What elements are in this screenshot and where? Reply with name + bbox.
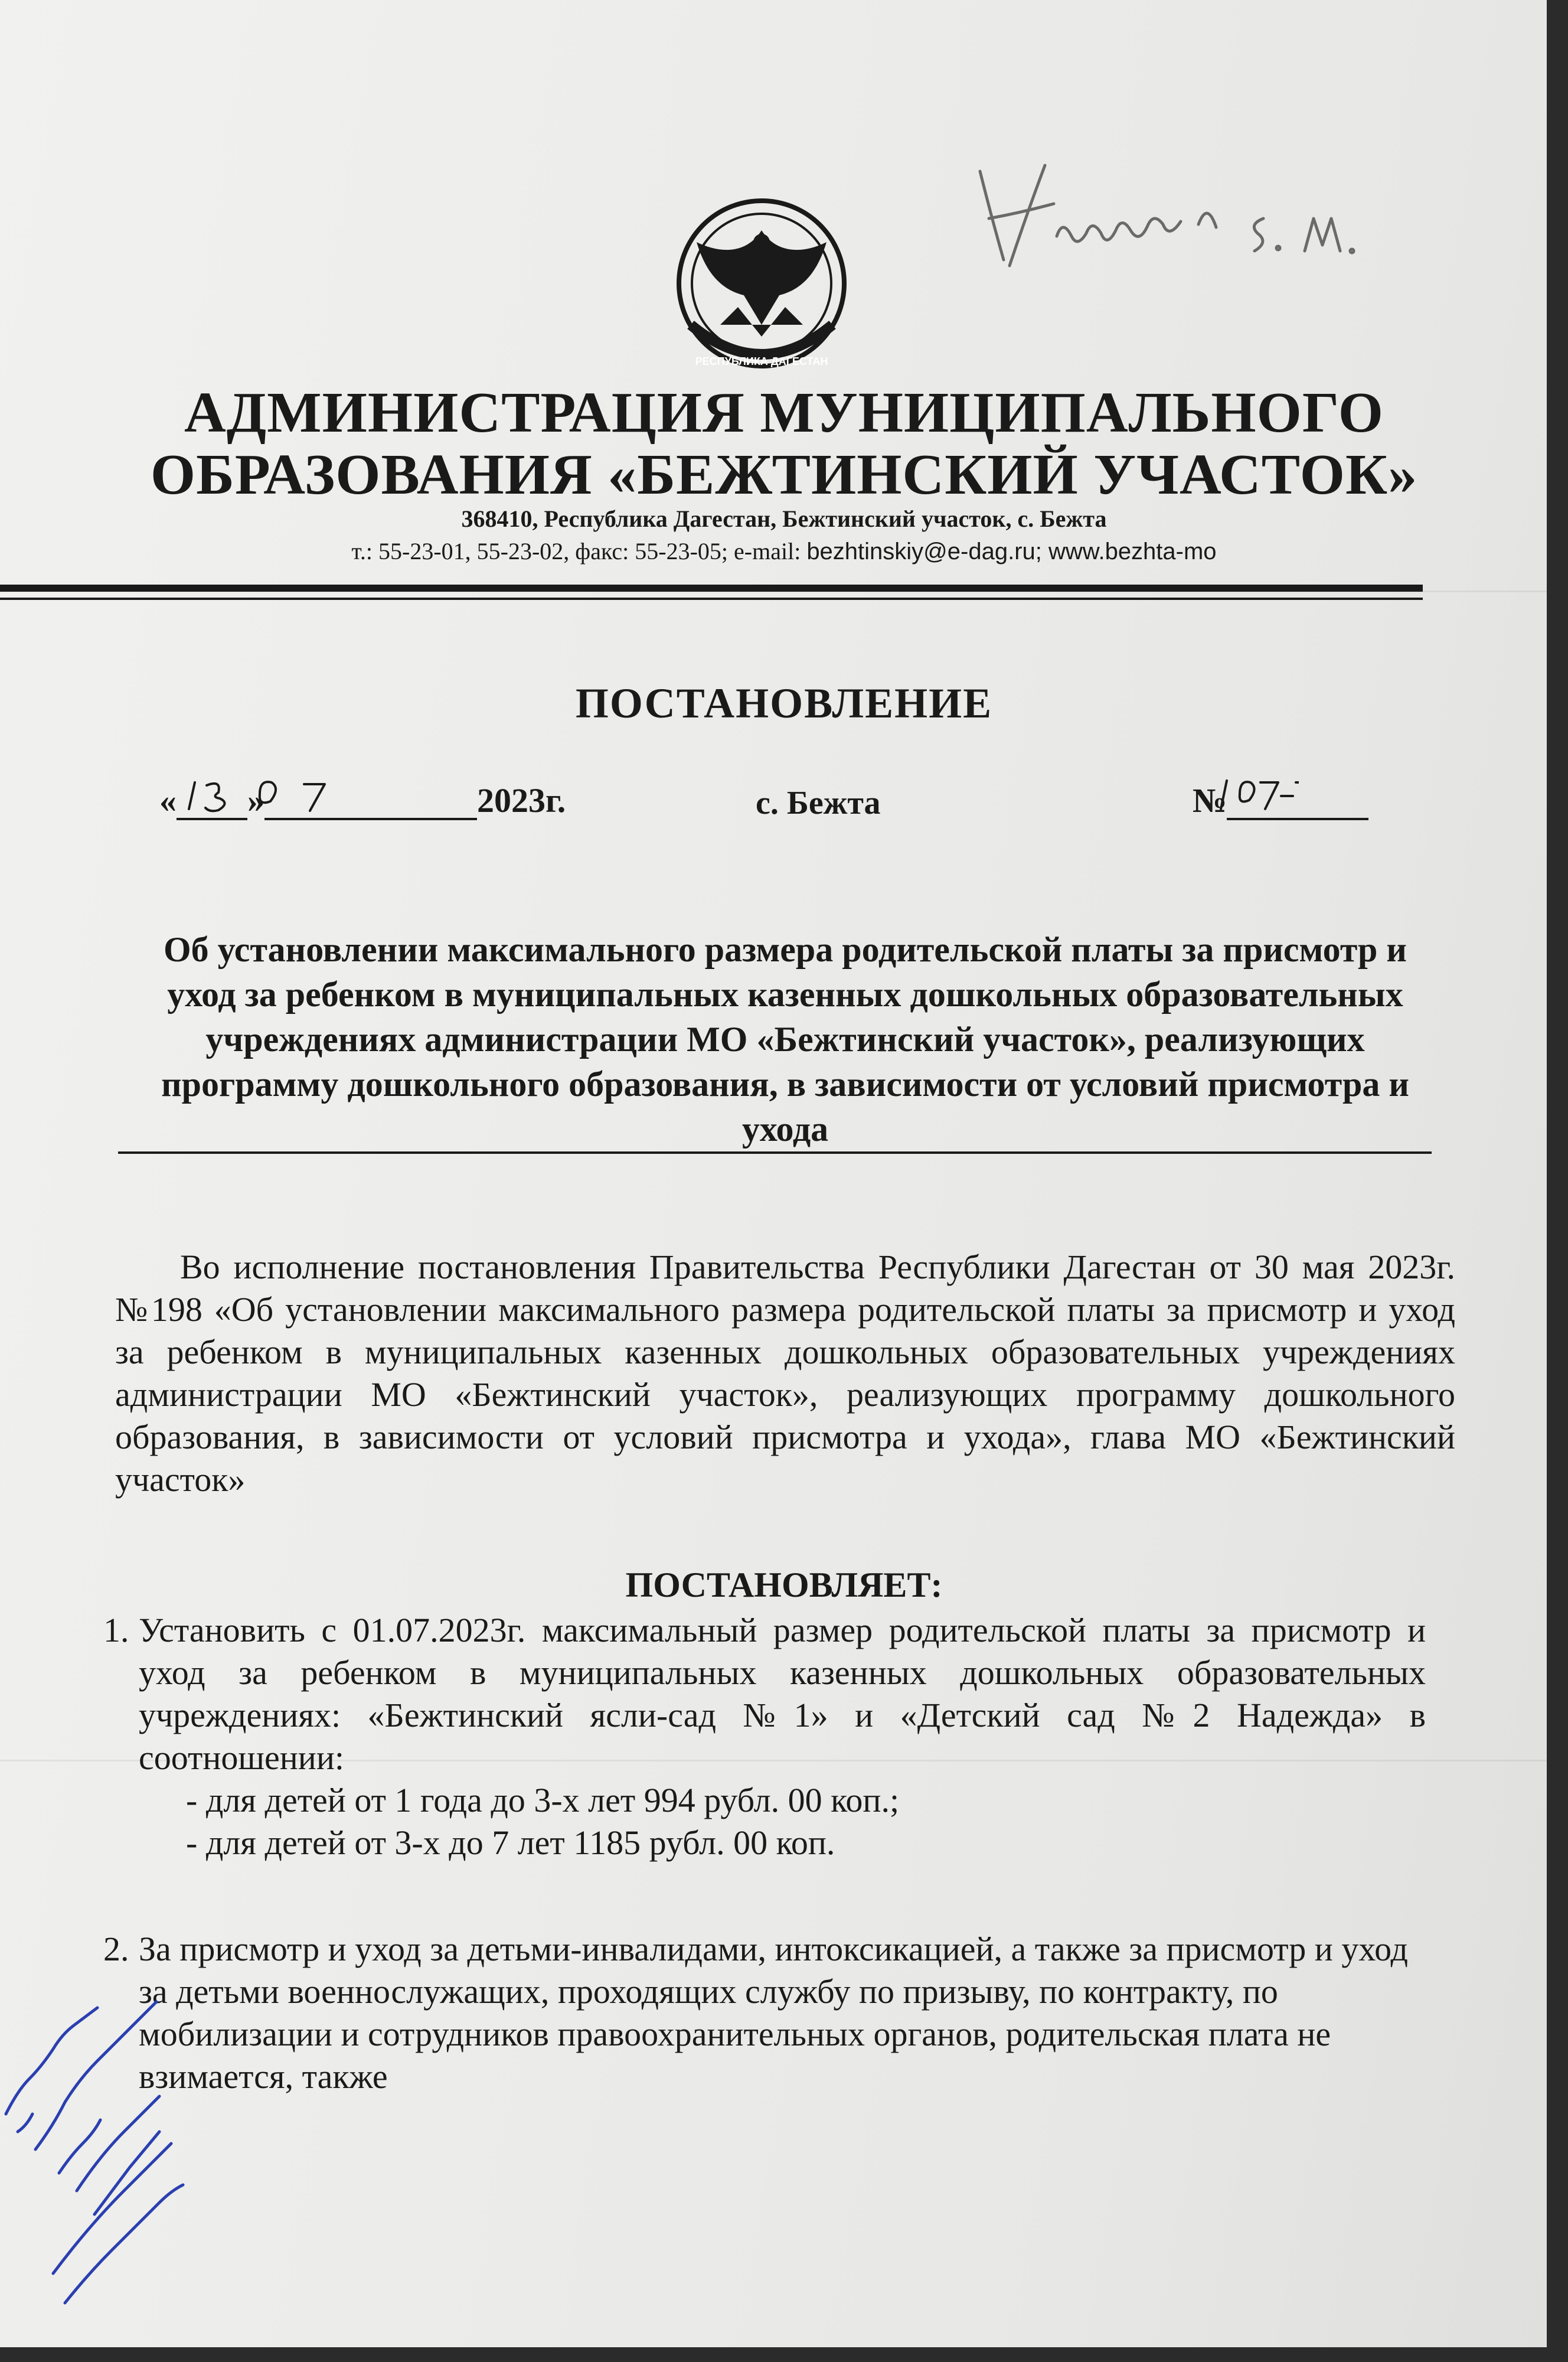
resolve-heading: ПОСТАНОВЛЯЕТ: (625, 1565, 943, 1604)
document-date: « » 2023г. (159, 781, 566, 820)
emblem-text-left: РЕСПУБЛИКА (695, 355, 768, 367)
svg-text:РЕСПУБЛИКА ДАГЕСТАН (695, 355, 828, 367)
list-item-number: 2. (103, 1930, 129, 1968)
contacts-phones: т.: 55-23-01, 55-23-02, факс: 55-23-05; e-mail: (351, 538, 801, 565)
list-item-text: Установить с 01.07.2023г. максимальный размер родительской платы за присмотр и уход за ребенком в муниципальных казенных дошкольных образовательных учреждениях: «Бежтинский ясли-сад №1» и «Детский сад №2 Надежда» в соотношении: (139, 1611, 1426, 1777)
list-item (103, 1928, 1426, 2098)
handwritten-receipt-note (0, 1996, 272, 2347)
rate-line-3-7-years: - для детей от 3-х до 7 лет 1185 рубл. 00 коп. (186, 1823, 835, 1862)
contacts-web: bezhtinskiy@e-dag.ru; www.bezhta-mo (806, 539, 1217, 565)
document-number: № (1193, 781, 1368, 820)
emblem-text-right: ДАГЕСТАН (770, 355, 828, 367)
preamble-paragraph: Во исполнение постановления Правительства Республики Дагестан от 30 мая 2023г. №198 «Об установлении максимального размера родительской платы за присмотр и уход за ребенком в муниципальных казенных дошкольных образовательных учреждениях администрации МО «Бежтинский участок», реализующих программу дошкольного образования, в зависимости от условий присмотра и ухода», глава МО «Бежтинский участок» (115, 1248, 1455, 1499)
header-rule-thin (0, 598, 1423, 600)
dagestan-emblem-icon (649, 189, 874, 384)
handwritten-date-and-number (177, 774, 1299, 821)
org-contacts (0, 537, 1547, 565)
org-name-line2: ОБРАЗОВАНИЯ «БЕЖТИНСКИЙ УЧАСТОК» (150, 443, 1418, 507)
list-item (103, 1609, 1426, 1864)
rate-line-1-3-years: - для детей от 1 года до 3-х лет 994 рубл. 00 коп.; (186, 1781, 900, 1819)
list-item-text: За присмотр и уход за детьми-инвалидами, интоксикацией, а также за присмотр и уход за детьми военнослужащих, проходящих службу по призыву, по контракту, по мобилизации и сотрудников правоохранительных органов, родительская плата не взимается, также (139, 1930, 1408, 2096)
org-address: 368410, Республика Дагестан, Бежтинский участок, с. Бежта (461, 505, 1107, 532)
document-subject: Об установлении максимального размера родительской платы за присмотр и уход за ребенком в муниципальных казенных дошкольных образовательных учреждениях администрации МО «Бежтинский участок», реализующих программу дошкольного образования, в зависимости от условий присмотра и ухода (161, 930, 1409, 1149)
date-year: 2023г. (477, 781, 566, 820)
org-name-line1: АДМИНИСТРАЦИЯ МУНИЦИПАЛЬНОГО (184, 381, 1384, 445)
header-rule-thick (0, 585, 1423, 592)
document-place: с. Бежта (756, 785, 881, 821)
list-item-number: 1. (103, 1611, 129, 1649)
subject-underline (118, 1151, 1432, 1154)
handwritten-name-signature (956, 148, 1405, 295)
document-type: ПОСТАНОВЛЕНИЕ (575, 680, 993, 727)
